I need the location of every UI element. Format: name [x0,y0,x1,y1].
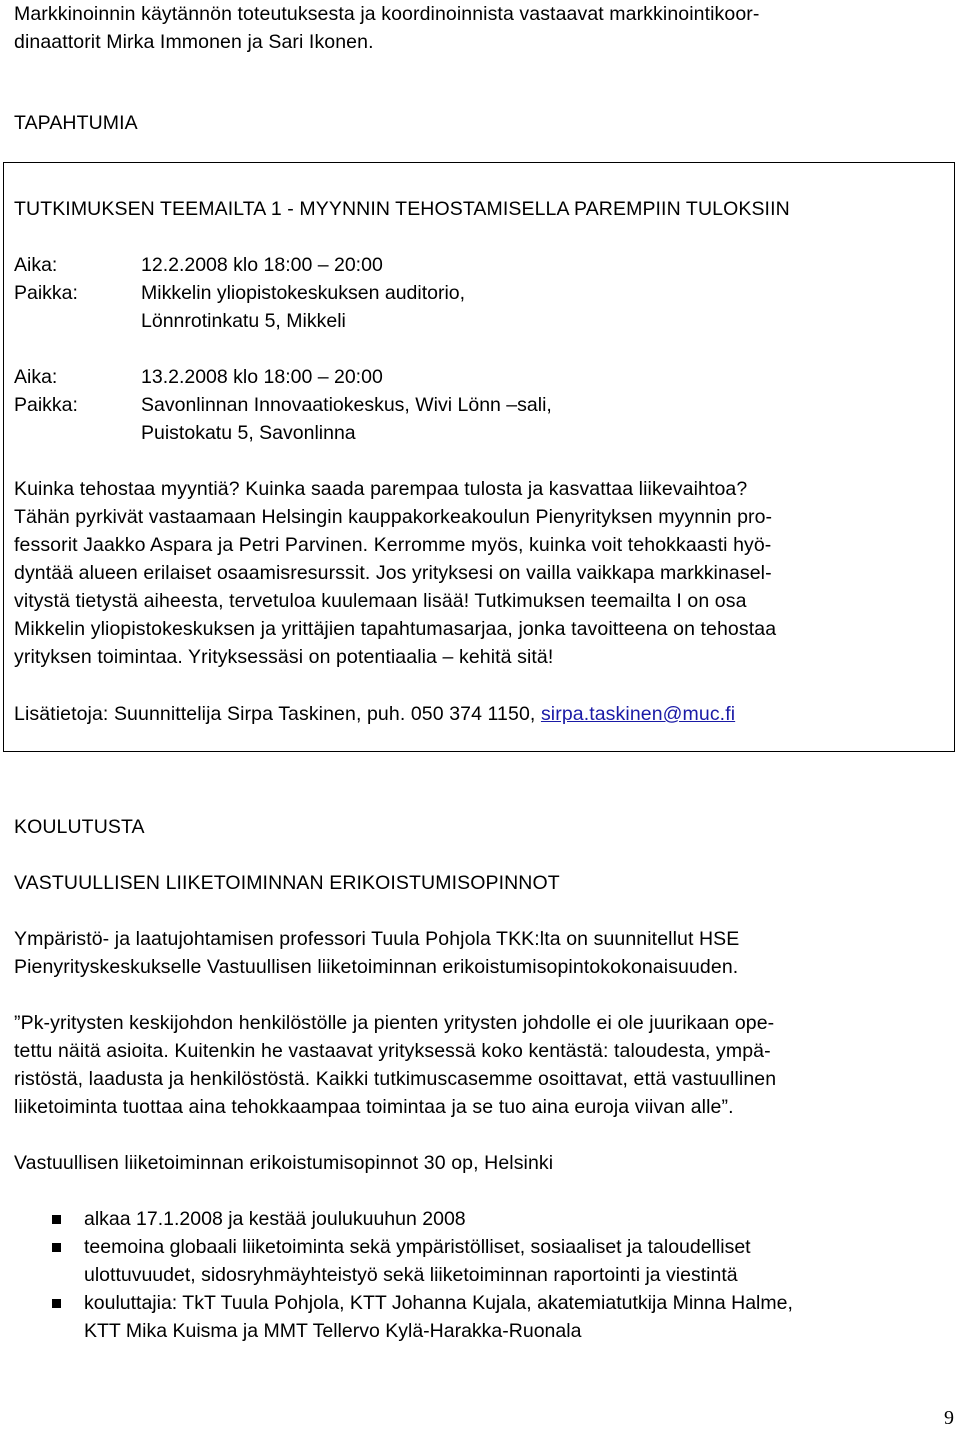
training-paragraph-line: Ympäristö- ja laatujohtamisen professori Tuula Pohjola TKK:lta on suunnitellut HSE [14,928,740,950]
event-description-line: Kuinka tehostaa myyntiä? Kuinka saada parempaa tulosta ja kasvattaa liikevaihtoa? [14,478,748,500]
intro-line-1: Markkinoinnin käytännön toteutuksesta ja koordinoinnista vastaavat markkinointikoor- [14,3,760,25]
bullet-item-3-line-1: kouluttajia: TkT Tuula Pohjola, KTT Johanna Kujala, akatemiatutkija Minna Halme, [84,1292,793,1314]
quote-line: tettu näitä asioita. Kuitenkin he vastaavat yrityksessä koko kentästä: taloudesta, ympä- [14,1040,771,1062]
training-title: VASTUULLISEN LIIKETOIMINNAN ERIKOISTUMISOPINNOT [14,872,560,894]
bullet-item-2-line-1: teemoina globaali liiketoiminta sekä ympäristölliset, sosiaaliset ja taloudelliset [84,1236,751,1258]
event-description-line: dyntää alueen erilaiset osaamisresurssit. Jos yrityksesi on vailla vaikkapa markkinasel- [14,562,772,584]
contact-email-link[interactable]: sirpa.taskinen@muc.fi [540,703,736,725]
quote-line: liiketoiminta tuottaa aina tehokkaampaa toimintaa ja se tuo aina euroja viivan alle”. [14,1096,734,1118]
event-1-time: 12.2.2008 klo 18:00 – 20:00 [141,254,383,276]
bullet-item-3-line-2: KTT Mika Kuisma ja MMT Tellervo Kylä-Harakka-Ruonala [84,1320,582,1342]
event-description-line: Tähän pyrkivät vastaamaan Helsingin kauppakorkeakoulun Pienyrityksen myynnin pro- [14,506,773,528]
event-description-line: Mikkelin yliopistokeskuksen ja yrittäjien tapahtumasarjaa, jonka tavoitteena on tehostaa [14,618,777,640]
event-2-time-label: Aika: [14,366,58,388]
bullet-icon [52,1299,61,1308]
event-1-time-label: Aika: [14,254,58,276]
intro-line-2: dinaattorit Mirka Immonen ja Sari Ikonen. [14,31,374,53]
event-2-time: 13.2.2008 klo 18:00 – 20:00 [141,366,383,388]
event-description-line: yrityksen toimintaa. Yrityksessäsi on potentiaalia – kehitä sitä! [14,646,554,668]
event-2-place-line-1: Savonlinnan Innovaatiokeskus, Wivi Lönn –sali, [141,394,552,416]
events-title: TUTKIMUKSEN TEEMAILTA 1 - MYYNNIN TEHOSTAMISELLA PAREMPIIN TULOKSIIN [14,198,790,220]
event-1-place-line-1: Mikkelin yliopistokeskuksen auditorio, [141,282,466,304]
training-paragraph-line: Pienyrityskeskukselle Vastuullisen liiketoiminnan erikoistumisopintokokonaisuuden. [14,956,739,978]
events-heading: TAPAHTUMIA [14,112,138,134]
event-description-line: vitystä tietystä aiheesta, tervetuloa kuulemaan lisää! Tutkimuksen teemailta I on osa [14,590,747,612]
training-heading: KOULUTUSTA [14,816,145,838]
event-1-place-line-2: Lönnrotinkatu 5, Mikkeli [141,310,346,332]
event-2-place-line-2: Puistokatu 5, Savonlinna [141,422,356,444]
event-2-place-label: Paikka: [14,394,78,416]
contact-line [14,700,735,728]
course-line: Vastuullisen liiketoiminnan erikoistumisopinnot 30 op, Helsinki [14,1152,554,1174]
bullet-icon [52,1243,61,1252]
contact-text: Lisätietoja: Suunnittelija Sirpa Taskinen, puh. 050 374 1150, [14,703,541,725]
bullet-item-1-line-1: alkaa 17.1.2008 ja kestää joulukuuhun 2008 [84,1208,466,1230]
bullet-icon [52,1215,61,1224]
quote-line: ristöstä, laadusta ja henkilöstöstä. Kaikki tutkimuscasemme osoittavat, että vastuullinen [14,1068,777,1090]
page-number: 9 [944,1407,954,1429]
bullet-item-2-line-2: ulottuvuudet, sidosryhmäyhteistyö sekä liiketoiminnan raportointi ja viestintä [84,1264,738,1286]
event-1-place-label: Paikka: [14,282,78,304]
quote-line: ”Pk-yritysten keskijohdon henkilöstölle ja pienten yritysten johdolle ei ole juurikaan ope- [14,1012,775,1034]
event-description-line: fessorit Jaakko Aspara ja Petri Parvinen. Kerromme myös, kuinka voit tehokkaasti hyö- [14,534,772,556]
